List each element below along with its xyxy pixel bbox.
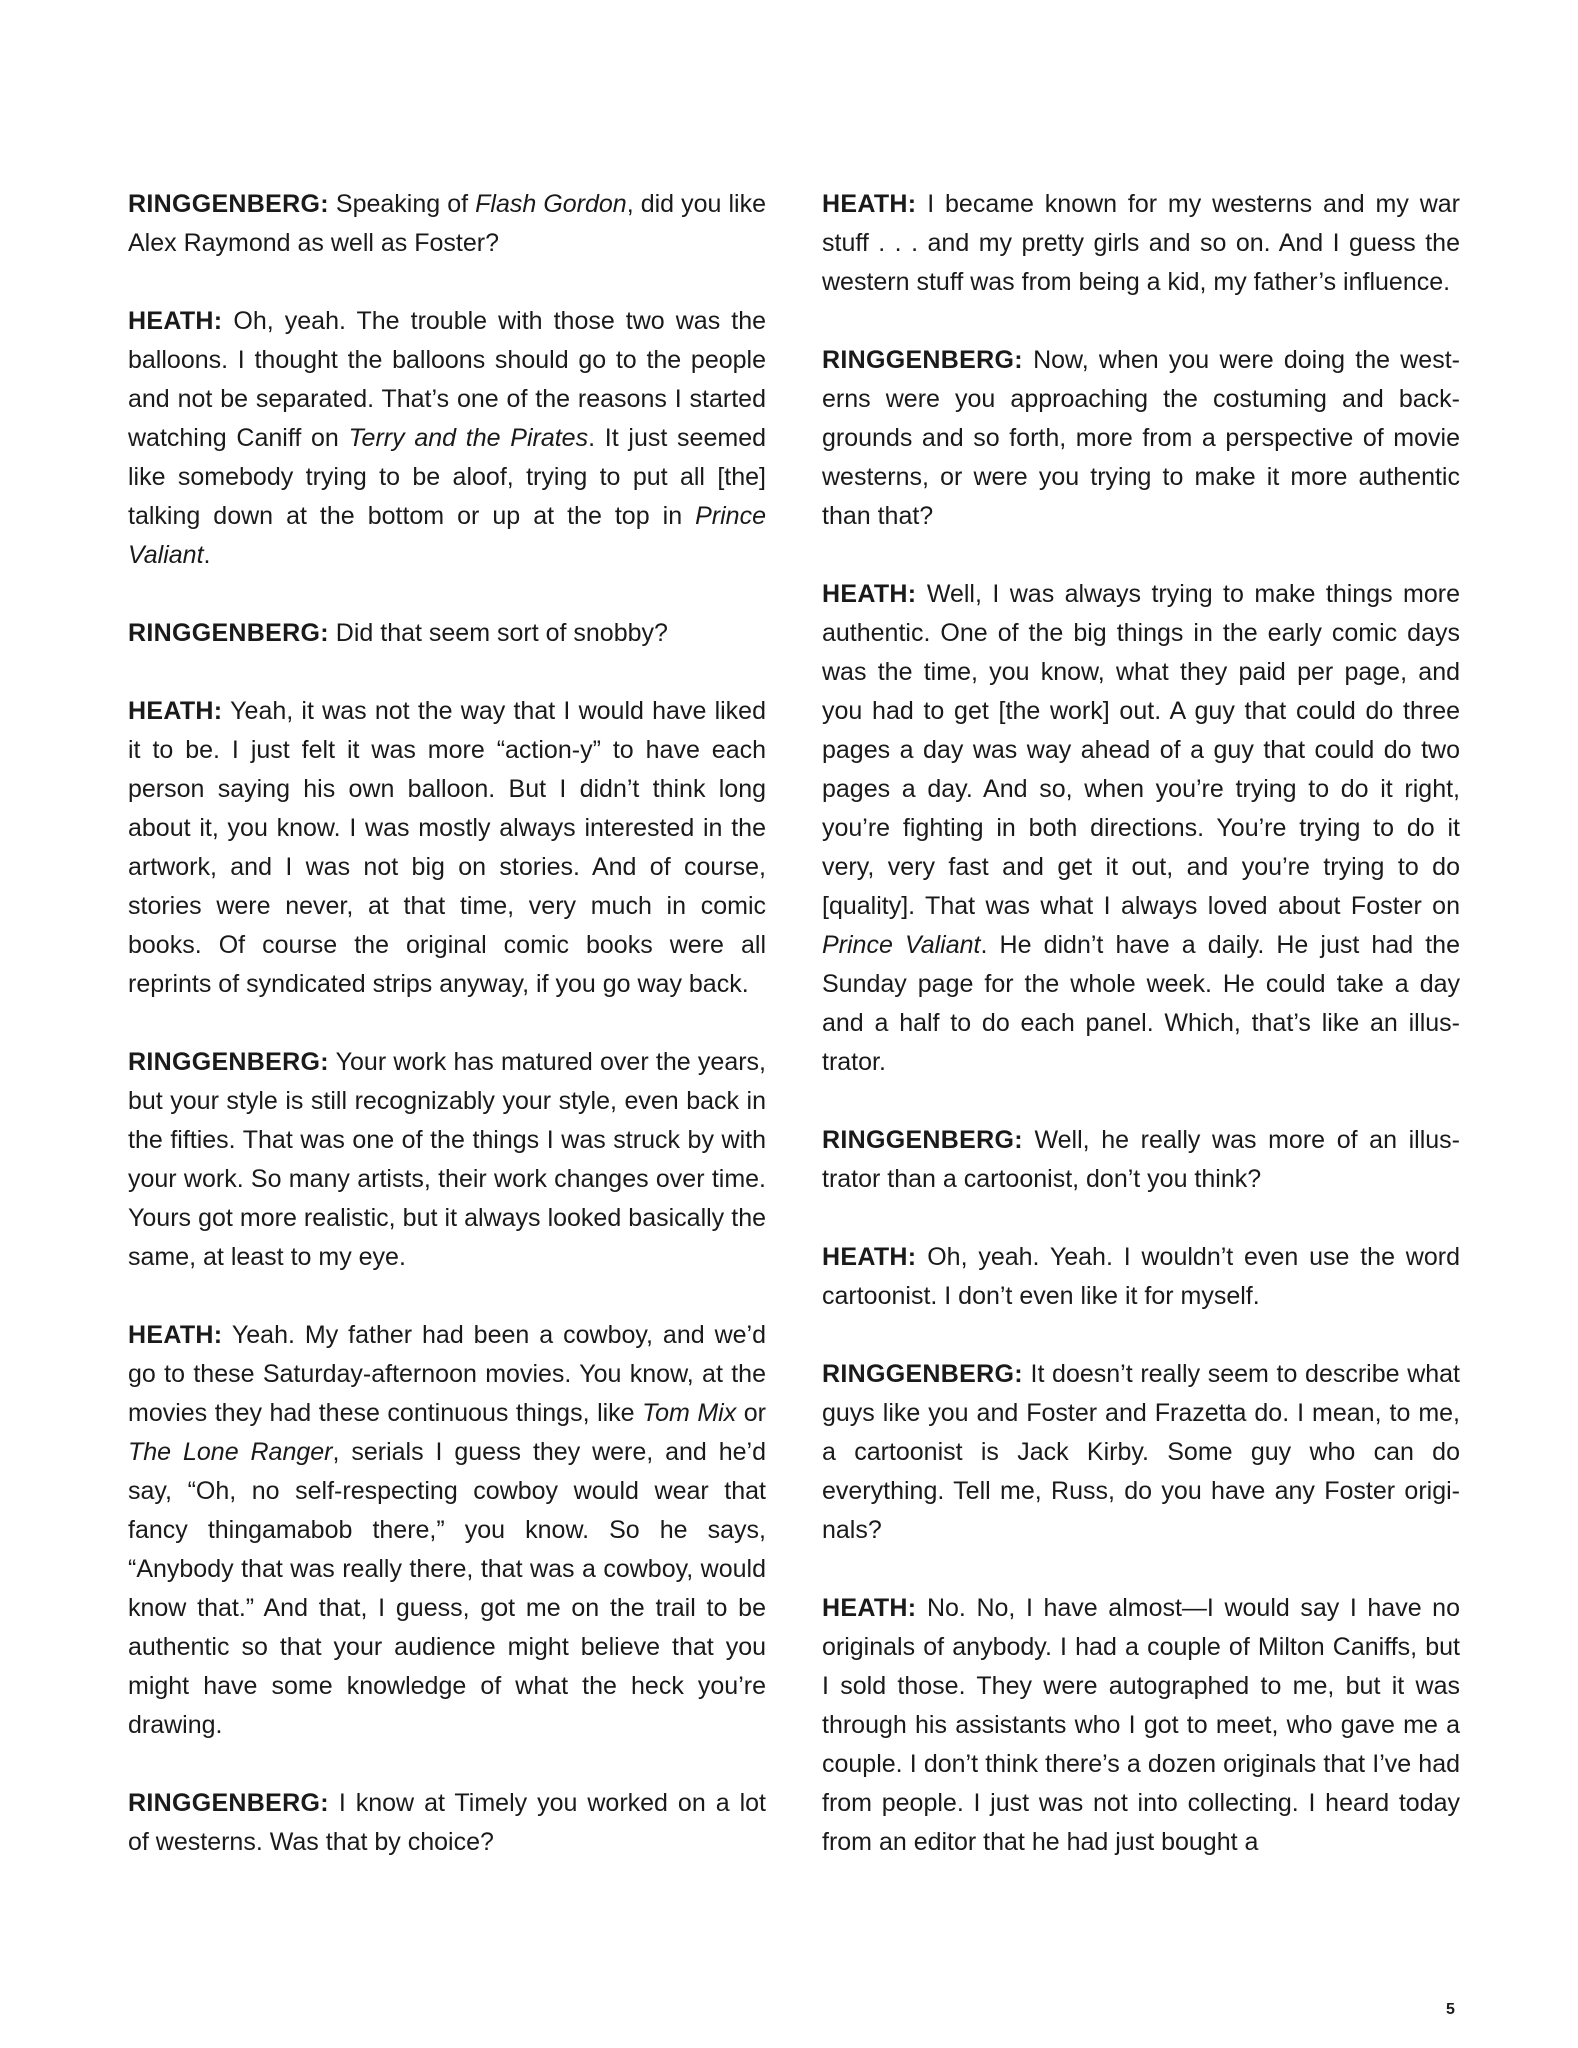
speaker-label: RINGGENBERG:: [128, 619, 329, 647]
dialogue-text: Well, he really was more of an illustrator than a cartoonist, don’t you think?: [822, 1126, 1460, 1193]
interview-paragraph: [822, 341, 1460, 536]
dialogue-text: .: [203, 541, 211, 569]
left-column: [128, 185, 766, 1901]
interview-paragraph: [128, 185, 766, 263]
dialogue-text: or: [736, 1399, 766, 1427]
dialogue-text: , serials I guess they were, and he’d say, “Oh, no self-respecting cowboy would wear that fancy thingamabob there,” you know. So he says, “Anybody that was really there, that was a cowboy, would know that.” And that, I guess, got me on the trail to be authentic so that your audience might believe that you might have some knowledge of what the heck you’re drawing.: [128, 1438, 766, 1739]
interview-paragraph: [128, 1316, 766, 1745]
speaker-label: RINGGENBERG:: [128, 190, 329, 218]
italic-title: Prince Valiant: [822, 931, 981, 959]
italic-title: The Lone Ranger: [128, 1438, 333, 1466]
dialogue-text: , did you like Alex Raymond as well as Foster?: [128, 190, 767, 257]
speaker-label: HEATH:: [128, 307, 223, 335]
dialogue-text: Now, when you were doing the westerns were you approaching the costuming and backgrounds and so forth, more from a perspective of movie westerns, or were you trying to make it more authentic than that?: [822, 346, 1460, 530]
speaker-label: RINGGENBERG:: [128, 1048, 329, 1076]
interview-paragraph: [822, 1121, 1460, 1199]
speaker-label: HEATH:: [822, 190, 917, 218]
interview-paragraph: [822, 1589, 1460, 1862]
interview-paragraph: [822, 575, 1460, 1082]
interview-paragraph: [128, 692, 766, 1004]
dialogue-text: Oh, yeah. The trouble with those two was the balloons. I thought the balloons should go to the people and not be separated. That’s one of the reasons I started watching Caniff on: [128, 307, 766, 452]
speaker-label: RINGGENBERG:: [128, 1789, 329, 1817]
page-number: 5: [1446, 2001, 1455, 2018]
italic-title: Prince Valiant: [128, 502, 766, 569]
speaker-label: HEATH:: [128, 697, 223, 725]
speaker-label: RINGGENBERG:: [822, 1360, 1023, 1388]
dialogue-text: . He didn’t have a daily. He just had the Sunday page for the whole week. He could take a day and a half to do each panel. Which, that’s like an illustrator.: [822, 931, 1460, 1076]
interview-paragraph: [128, 614, 766, 653]
interview-paragraph: [822, 1238, 1460, 1316]
dialogue-text: No. No, I have almost—I would say I have no originals of anybody. I had a couple of Milton Caniffs, but I sold those. They were autographed to me, but it was through his assistants who I got to meet, who gave me a couple. I don’t think there’s a dozen originals that I’ve had from people. I just was not into collecting. I heard today from an editor that he had just bought a: [822, 1594, 1460, 1856]
right-column: [822, 185, 1460, 1901]
dialogue-text: I know at Timely you worked on a lot of westerns. Was that by choice?: [128, 1789, 766, 1856]
dialogue-text: Oh, yeah. Yeah. I wouldn’t even use the word cartoonist. I don’t even like it for myself.: [822, 1243, 1460, 1310]
interview-paragraph: [128, 302, 766, 575]
speaker-label: RINGGENBERG:: [822, 346, 1023, 374]
interview-paragraph: [822, 1355, 1460, 1550]
speaker-label: HEATH:: [822, 1243, 917, 1271]
italic-title: Tom Mix: [642, 1399, 737, 1427]
dialogue-text: Did that seem sort of snobby?: [328, 619, 668, 647]
interview-paragraph: [128, 1784, 766, 1862]
speaker-label: HEATH:: [822, 1594, 917, 1622]
dialogue-text: I became known for my westerns and my war stuff . . . and my pretty girls and so on. And I guess the western stuff was from being a kid, my father’s influence.: [822, 190, 1460, 296]
dialogue-text: . It just seemed like somebody trying to be aloof, trying to put all [the] talking down at the bottom or up at the top in: [128, 424, 766, 530]
dialogue-text: It doesn’t really seem to describe what guys like you and Foster and Frazetta do. I mean, to me, a cartoonist is Jack Kirby. Some guy who can do everything. Tell me, Russ, do you have any Foster originals?: [822, 1360, 1460, 1544]
italic-title: Terry and the Pirates: [348, 424, 589, 452]
dialogue-text: Your work has matured over the years, but your style is still recognizably your style, even back in the fifties. That was one of the things I was struck by with your work. So many artists, their work changes over time. Yours got more realistic, but it always looked basically the same, at least to my eye.: [128, 1048, 766, 1271]
speaker-label: HEATH:: [822, 580, 917, 608]
dialogue-text: Yeah. My father had been a cowboy, and we’d go to these Saturday-afternoon movies. You know, at the movies they had these continuous things, like: [128, 1321, 766, 1427]
speaker-label: HEATH:: [128, 1321, 223, 1349]
interview-paragraph: [822, 185, 1460, 302]
interview-paragraph: [128, 1043, 766, 1277]
dialogue-text: Speaking of: [328, 190, 476, 218]
italic-title: Flash Gordon: [475, 190, 627, 218]
speaker-label: RINGGENBERG:: [822, 1126, 1023, 1154]
dialogue-text: Well, I was always trying to make things more authentic. One of the big things in the early comic days was the time, you know, what they paid per page, and you had to get [the work] out. A guy that could do three pages a day was way ahead of a guy that could do two pages a day. And so, when you’re trying to do it right, you’re fighting in both directions. You’re trying to do it very, very fast and get it out, and you’re trying to do [quality]. That was what I always loved about Foster on: [822, 580, 1460, 920]
dialogue-text: Yeah, it was not the way that I would have liked it to be. I just felt it was more “action-y” to have each person saying his own balloon. But I didn’t think long about it, you know. I was mostly always interested in the artwork, and I was not big on stories. And of course, stories were never, at that time, very much in comic books. Of course the original comic books were all reprints of syndicated strips anyway, if you go way back.: [128, 697, 766, 998]
